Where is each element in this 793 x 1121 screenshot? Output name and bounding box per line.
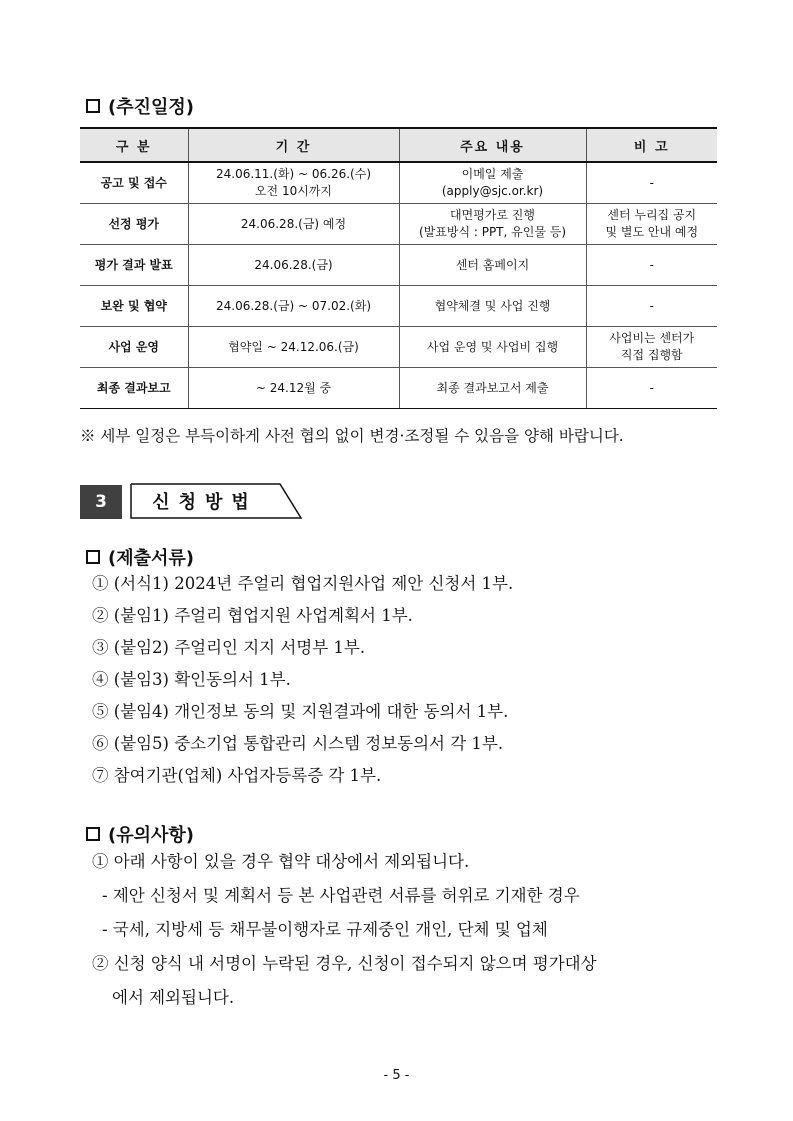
schedule-heading bbox=[86, 93, 194, 119]
cell-content-line: 협약체결 및 사업 진행 bbox=[434, 298, 551, 313]
table-row bbox=[80, 368, 717, 409]
cell-period bbox=[188, 204, 399, 245]
cell-item: 선정 평가 bbox=[80, 204, 188, 245]
cell-note bbox=[586, 204, 717, 245]
cell-note-line: 및 별도 안내 예정 bbox=[605, 225, 699, 239]
table-row bbox=[80, 204, 717, 245]
list-item: ④ (붙임3) 확인동의서 1부. bbox=[92, 670, 291, 689]
list-item: ⑥ (붙임5) 중소기업 통합관리 시스템 정보동의서 각 1부. bbox=[92, 734, 504, 753]
cell-period-line: 오전 10시까지 bbox=[254, 184, 333, 198]
documents-heading bbox=[86, 544, 194, 570]
list-item: ⑦ 참여기관(업체) 사업자등록증 각 1부. bbox=[92, 766, 382, 785]
cell-item: 평가 결과 발표 bbox=[80, 245, 188, 286]
cell-content bbox=[399, 204, 586, 245]
list-item: ① (서식1) 2024년 주얼리 협업지원사업 제안 신청서 1부. bbox=[92, 574, 514, 593]
list-item: ③ (붙임2) 주얼리인 지지 서명부 1부. bbox=[92, 638, 366, 657]
cell-note-line: 사업비는 센터가 bbox=[609, 331, 695, 345]
caution-heading-text: (유의사항) bbox=[108, 825, 195, 846]
cell-content-line: (apply@sjc.or.kr) bbox=[441, 184, 544, 198]
checkbox-icon bbox=[86, 827, 100, 841]
table-row bbox=[80, 286, 717, 327]
caution-sub-2: - 국세, 지방세 등 채무불이행자로 규제중인 개인, 단체 및 업체 bbox=[102, 920, 548, 939]
cell-period-line: 24.06.28.(금) 예정 bbox=[240, 216, 347, 231]
cell-period-line: 24.06.28.(금) ~ 07.02.(화) bbox=[215, 298, 371, 313]
cell-note bbox=[586, 286, 717, 327]
column-header: 주요 내용 bbox=[399, 128, 586, 162]
section-number: 3 bbox=[80, 485, 122, 519]
cell-content bbox=[399, 327, 586, 368]
cell-period bbox=[188, 327, 399, 368]
caution-item-2-continued: 에서 제외됩니다. bbox=[112, 988, 235, 1007]
page-number: - 5 - bbox=[383, 1068, 410, 1083]
cell-content-line: 이메일 제출 bbox=[461, 167, 524, 181]
cell-note-line: - bbox=[649, 298, 654, 313]
schedule-heading-text: (추진일정) bbox=[108, 97, 195, 118]
schedule-table bbox=[80, 127, 717, 409]
list-item: ② (붙임1) 주얼리 협업지원 사업계획서 1부. bbox=[92, 606, 413, 625]
column-header: 구 분 bbox=[80, 128, 188, 162]
cell-period-line: 24.06.11.(화) ~ 06.26.(수) bbox=[215, 167, 371, 181]
list-item: ⑤ (붙임4) 개인정보 동의 및 지원결과에 대한 동의서 1부. bbox=[92, 702, 509, 721]
schedule-footnote: ※ 세부 일정은 부득이하게 사전 협의 없이 변경·조정될 수 있음을 양해 바랍니다. bbox=[80, 427, 624, 445]
cell-note bbox=[586, 245, 717, 286]
table-row bbox=[80, 245, 717, 286]
cell-note bbox=[586, 327, 717, 368]
cell-note-line: 직접 집행함 bbox=[620, 348, 683, 362]
caution-heading bbox=[86, 821, 194, 847]
cell-content bbox=[399, 368, 586, 409]
cell-content bbox=[399, 286, 586, 327]
cell-content bbox=[399, 245, 586, 286]
cell-period bbox=[188, 245, 399, 286]
cell-period bbox=[188, 368, 399, 409]
cell-period bbox=[188, 162, 399, 204]
cell-content-line: 센터 홈페이지 bbox=[455, 257, 530, 272]
section-title: 신청방법 bbox=[152, 492, 258, 513]
table-row bbox=[80, 327, 717, 368]
caution-sub-1: - 제안 신청서 및 계획서 등 본 사업관련 서류를 허위로 기재한 경우 bbox=[102, 886, 580, 905]
cell-note bbox=[586, 162, 717, 204]
cell-item: 사업 운영 bbox=[80, 327, 188, 368]
column-header: 기 간 bbox=[188, 128, 399, 162]
cell-content-line: 사업 운영 및 사업비 집행 bbox=[426, 339, 559, 354]
cell-content-line: (발표방식 : PPT, 유인물 등) bbox=[418, 225, 567, 239]
checkbox-icon bbox=[86, 550, 100, 564]
checkbox-icon bbox=[86, 99, 100, 113]
cell-content-line: 최종 결과보고서 제출 bbox=[436, 380, 549, 395]
cell-note-line: - bbox=[649, 175, 654, 190]
cell-period-line: ~ 24.12월 중 bbox=[255, 380, 332, 395]
cell-item: 최종 결과보고 bbox=[80, 368, 188, 409]
caution-item-2: ② 신청 양식 내 서명이 누락된 경우, 신청이 접수되지 않으며 평가대상 bbox=[92, 954, 597, 973]
caution-item-1: ① 아래 사항이 있을 경우 협약 대상에서 제외됩니다. bbox=[92, 852, 470, 871]
cell-note-line: - bbox=[649, 257, 654, 272]
cell-period-line: 24.06.28.(금) bbox=[254, 257, 333, 272]
documents-list bbox=[92, 568, 513, 792]
cell-item: 보완 및 협약 bbox=[80, 286, 188, 327]
caution-body bbox=[92, 845, 732, 1015]
cell-item: 공고 및 접수 bbox=[80, 162, 188, 204]
cell-note-line: - bbox=[649, 380, 654, 395]
cell-period-line: 협약일 ~ 24.12.06.(금) bbox=[228, 339, 359, 354]
cell-note-line: 센터 누리집 공지 bbox=[607, 208, 697, 222]
column-header: 비 고 bbox=[586, 128, 717, 162]
cell-period bbox=[188, 286, 399, 327]
table-header-row bbox=[80, 128, 717, 162]
section-title-box bbox=[130, 483, 302, 519]
table-row bbox=[80, 162, 717, 204]
cell-note bbox=[586, 368, 717, 409]
cell-content bbox=[399, 162, 586, 204]
documents-heading-text: (제출서류) bbox=[108, 548, 195, 569]
cell-content-line: 대면평가로 진행 bbox=[450, 208, 535, 222]
